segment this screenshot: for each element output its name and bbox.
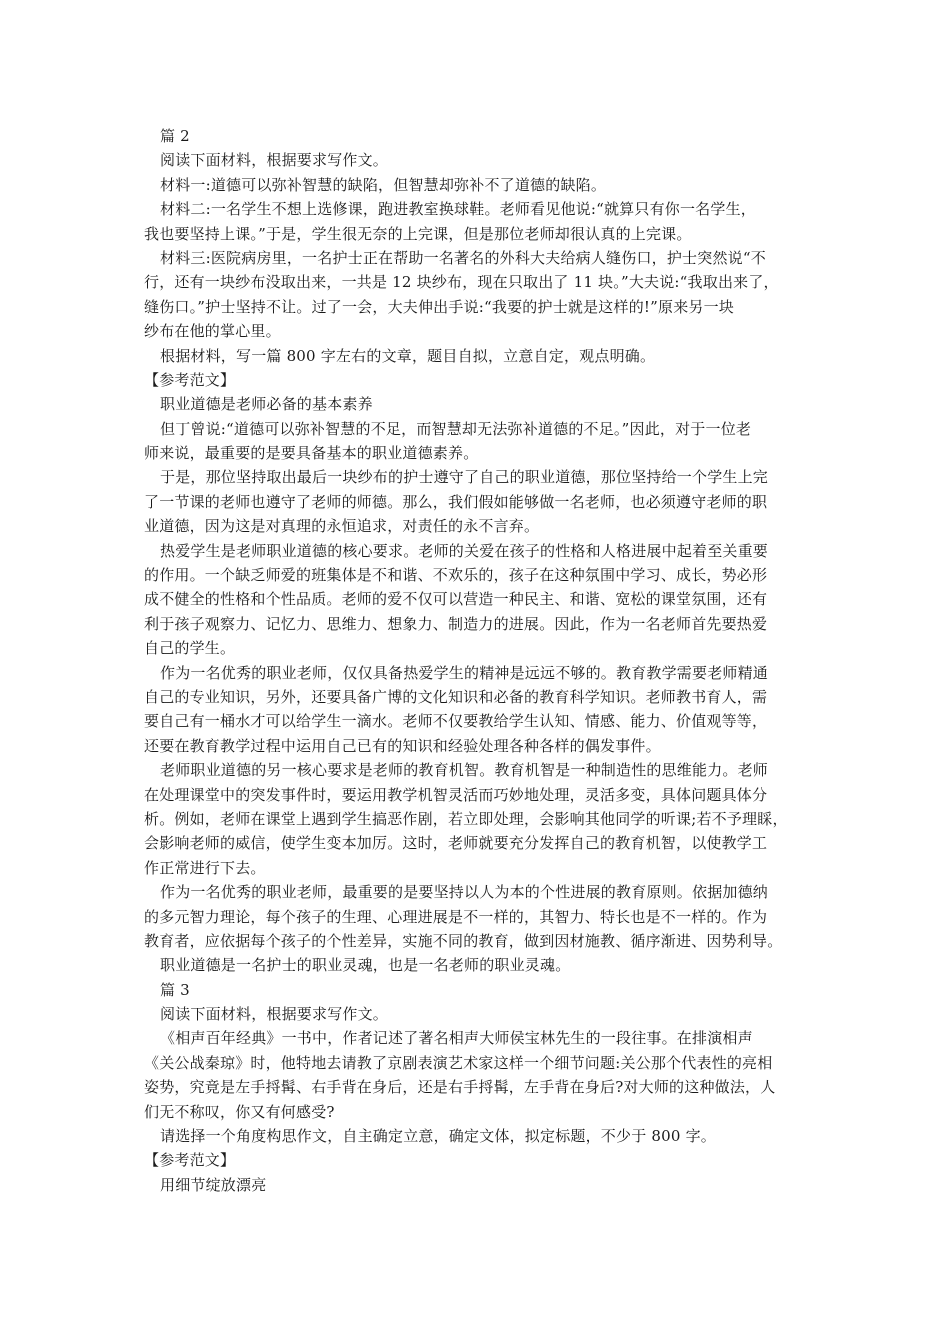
text-line: 老师职业道德的另一核心要求是老师的教育机智。教育机智是一种制造性的思维能力。老师 (160, 761, 769, 780)
text-line: 的作用。一个缺乏师爱的班集体是不和谐、不欢乐的，孩子在这种氛围中学习、成长，势必形 (144, 566, 768, 585)
text-line: 析。例如，老师在课堂上遇到学生搞恶作剧，若立即处理，会影响其他同学的听课;若不予理睬， (144, 809, 788, 828)
text-line: 的多元智力理论，每个孩子的生理、心理进展是不一样的，其智力、特长也是不一样的。作为 (144, 907, 768, 926)
text-line: 自己的学生。 (144, 639, 236, 658)
text-line: 于是，那位坚持取出最后一块纱布的护士遵守了自己的职业道德，那位坚持给一个学生上完 (160, 468, 769, 487)
text-line: 阅读下面材料，根据要求写作文。 (160, 151, 389, 170)
text-line: 了一节课的老师也遵守了老师的师德。那么，我们假如能够做一名老师，也必须遵守老师的职 (144, 492, 768, 511)
text-line: 会影响老师的威信，使学生变本加厉。这时，老师就要充分发挥自己的教育机智，以使教学工 (144, 834, 768, 853)
text-line: 篇 2 (160, 127, 190, 145)
text-line: 还要在教育教学过程中运用自己已有的知识和经验处理各种各样的偶发事件。 (144, 736, 661, 755)
text-line: 师来说，最重要的是要具备基本的职业道德素养。 (144, 444, 479, 463)
text-line: 教育者，应依据每个孩子的个性差异，实施不同的教育，做到因材施教、循序渐进、因势利导。 (144, 931, 783, 950)
text-line: 在处理课堂中的突发事件时，要运用教学机智灵活而巧妙地处理，灵活多变，具体问题具体分 (144, 785, 768, 804)
text-line: 《相声百年经典》一书中，作者记述了著名相声大师侯宝林先生的一段往事。在排演相声 (160, 1029, 753, 1048)
text-line: 纱布在他的掌心里。 (144, 322, 281, 341)
text-line: 根据材料，写一篇 800 字左右的文章，题目自拟，立意自定，观点明确。 (160, 346, 656, 365)
text-line: 作正常进行下去。 (144, 858, 266, 877)
text-line: 要自己有一桶水才可以给学生一滴水。老师不仅要教给学生认知、情感、能力、价值观等等， (144, 712, 768, 731)
text-line: 业道德，因为这是对真理的永恒追求，对责任的永不言弃。 (144, 517, 540, 536)
section-label: 【参考范文】 (144, 370, 236, 389)
section-label: 【参考范文】 (144, 1151, 236, 1170)
text-line: 请选择一个角度构思作文，自主确定立意，确定文体，拟定标题，不少于 800 字。 (160, 1127, 716, 1146)
text-line: 作为一名优秀的职业老师，仅仅具备热爱学生的精神是远远不够的。教育教学需要老师精通 (160, 663, 769, 682)
text-line: 我也要坚持上课。”于是，学生很无奈的上完课，但是那位老师却很认真的上完课。 (144, 224, 692, 243)
text-line: 阅读下面材料，根据要求写作文。 (160, 1005, 389, 1024)
text-line: 成不健全的性格和个性品质。老师的爱不仅可以营造一种民主、和谐、宽松的课堂氛围，还有 (144, 590, 768, 609)
text-line: 《关公战秦琼》时，他特地去请教了京剧表演艺术家这样一个细节问题:关公那个代表性的亮相 (144, 1053, 773, 1072)
document-body (144, 124, 819, 1197)
text-line: 热爱学生是老师职业道德的核心要求。老师的关爱在孩子的性格和人格进展中起着至关重要 (160, 541, 769, 560)
text-line: 们无不称叹，你又有何感受? (144, 1102, 335, 1121)
text-line: 利于孩子观察力、记忆力、思维力、想象力、制造力的进展。因此，作为一名老师首先要热爱 (144, 614, 768, 633)
text-line: 篇 3 (160, 980, 190, 999)
text-line: 材料三:医院病房里，一名护士正在帮助一名著名的外科大夫给病人缝伤口，护士突然说“不 (160, 248, 766, 267)
text-line: 职业道德是老师必备的基本素养 (160, 395, 373, 414)
text-line: 姿势，究竟是左手捋髯、右手背在身后，还是右手捋髯，左手背在身后?对大师的这种做法，人 (144, 1078, 776, 1097)
text-line: 用细节绽放漂亮 (160, 1175, 267, 1194)
text-line: 缝伤口。”护士坚持不让。过了一会，大夫伸出手说:“我要的护士就是这样的!”原来另一块 (144, 297, 734, 316)
text-line: 作为一名优秀的职业老师，最重要的是要坚持以人为本的个性进展的教育原则。依据加德纳 (160, 883, 769, 902)
text-line: 职业道德是一名护士的职业灵魂，也是一名老师的职业灵魂。 (160, 956, 571, 975)
text-line: 材料一:道德可以弥补智慧的缺陷，但智慧却弥补不了道德的缺陷。 (160, 175, 607, 194)
text-line: 行，还有一块纱布没取出来，一共是 12 块纱布，现在只取出了 11 块。”大夫说:“我取出来了， (144, 273, 779, 292)
text-line: 材料二:一名学生不想上选修课，跑进教室换球鞋。老师看见他说:“就算只有你一名学生， (160, 200, 756, 219)
text-line: 但丁曾说:“道德可以弥补智慧的不足，而智慧却无法弥补道德的不足。”因此，对于一位老 (160, 419, 752, 438)
text-line: 自己的专业知识，另外，还要具备广博的文化知识和必备的教育科学知识。老师教书育人，需 (144, 687, 768, 706)
